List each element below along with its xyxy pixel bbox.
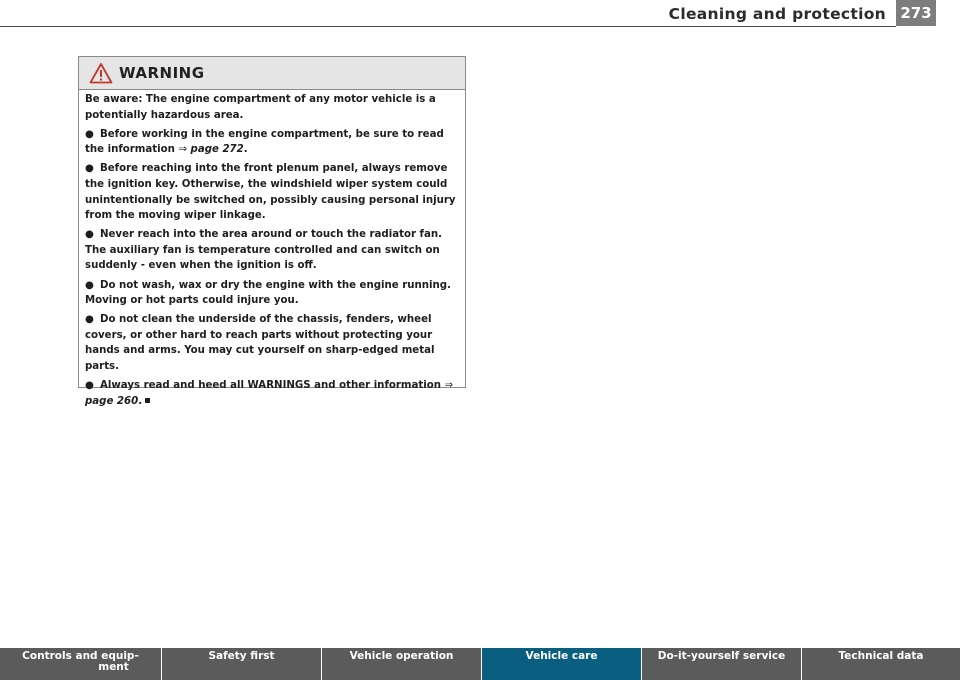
warning-item-text: Before reaching into the front plenum panel, always remove the ignition key. Otherwise, the windshield wiper system could unintentionally be switched on, possibly causing personal injury from the moving wiper linkage. bbox=[85, 163, 456, 222]
warning-triangle-icon bbox=[89, 62, 113, 84]
warning-item bbox=[85, 312, 460, 374]
punctuation: . bbox=[138, 395, 143, 407]
tab-controls-and-equipment[interactable] bbox=[0, 648, 162, 680]
arrow-right-icon: ⇒ bbox=[178, 144, 187, 156]
tab-label: Safety first bbox=[208, 650, 275, 662]
tab-label: Technical data bbox=[838, 650, 924, 662]
end-of-section-icon bbox=[145, 398, 150, 403]
punctuation: . bbox=[243, 144, 248, 156]
bullet-icon: ● bbox=[85, 279, 94, 291]
tab-label: Do-it-yourself service bbox=[657, 650, 786, 662]
warning-item bbox=[85, 378, 460, 409]
tab-technical-data[interactable] bbox=[802, 648, 960, 680]
bullet-icon: ● bbox=[85, 128, 94, 140]
warning-item bbox=[85, 227, 460, 274]
bullet-icon: ● bbox=[85, 229, 94, 241]
bullet-icon: ● bbox=[85, 380, 94, 392]
tab-safety-first[interactable] bbox=[162, 648, 322, 680]
tab-label-continued: ment bbox=[98, 660, 129, 673]
warning-box bbox=[78, 56, 466, 407]
warning-item-text: Do not clean the underside of the chassis, fenders, wheel covers, or other hard to reach parts without protecting your hands and arms. You may cut yourself on sharp-edged metal parts. bbox=[85, 314, 435, 372]
warning-item bbox=[85, 278, 460, 309]
chapter-navigation bbox=[0, 648, 960, 680]
tab-do-it-yourself-service[interactable] bbox=[642, 648, 802, 680]
warning-item-text: Always read and heed all WARNINGS and other information bbox=[100, 380, 445, 392]
section-title: Cleaning and protection bbox=[668, 5, 886, 23]
page-reference-link[interactable]: page 260 bbox=[85, 395, 139, 407]
header-divider bbox=[0, 26, 896, 27]
bullet-icon: ● bbox=[85, 314, 94, 326]
page-number: 273 bbox=[896, 0, 936, 26]
warning-item bbox=[85, 127, 460, 158]
arrow-right-icon: ⇒ bbox=[444, 380, 454, 392]
page-reference-link[interactable]: page 272 bbox=[190, 144, 244, 156]
warning-title: WARNING bbox=[119, 64, 205, 82]
warning-item-text: Never reach into the area around or touch the radiator fan. The auxiliary fan is temperature controlled and can switch on suddenly - even when the ignition is off. bbox=[85, 229, 442, 272]
tab-vehicle-care[interactable] bbox=[482, 648, 642, 680]
tab-label: Controls and equip- bbox=[22, 650, 139, 662]
warning-item-text: Before working in the engine compartment, be sure to read the information bbox=[85, 128, 444, 156]
tab-vehicle-operation[interactable] bbox=[322, 648, 482, 680]
bullet-icon: ● bbox=[85, 163, 94, 175]
warning-item-text: Do not wash, wax or dry the engine with the engine running. Moving or hot parts could injure you. bbox=[85, 279, 451, 307]
tab-label: Vehicle care bbox=[525, 650, 598, 662]
warning-header bbox=[79, 57, 465, 90]
tab-label: Vehicle operation bbox=[349, 650, 454, 662]
warning-intro: Be aware: The engine compartment of any motor vehicle is a potentially hazardous area. bbox=[85, 94, 436, 121]
warning-body bbox=[79, 90, 465, 409]
warning-item bbox=[85, 161, 460, 223]
